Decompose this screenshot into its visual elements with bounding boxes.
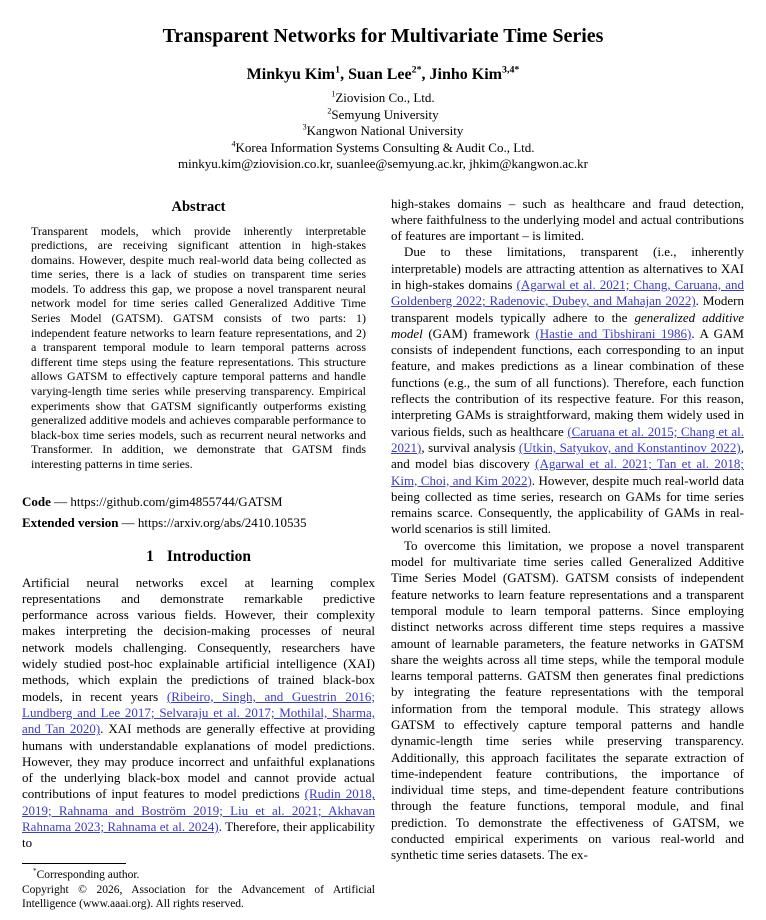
copyright-note: Copyright © 2026, Association for the Advancement of Artificial Intelligence (www.aaai.org). All rights reserved. [22, 883, 375, 910]
text-run: Korea Information Systems Consulting & Audit Co., Ltd. [235, 139, 535, 155]
affiliation-line [22, 123, 744, 140]
authors-line [22, 65, 744, 85]
text-run: — [50, 493, 71, 509]
emails-line: minkyu.kim@ziovision.co.kr, suanlee@semyung.ac.kr, jhkim@kangwon.ac.kr [178, 156, 588, 171]
code-line [22, 491, 375, 512]
affiliation-line [22, 107, 744, 124]
affiliation-line [22, 90, 744, 107]
bold-label: Extended version [22, 514, 119, 530]
footnote-rule [22, 863, 126, 864]
text-run: , and model bias discovery [391, 439, 744, 472]
corresponding-author-note [22, 868, 375, 883]
text-run: , survival analysis [421, 439, 519, 455]
paragraph-3: To overcome this limitation, we propose a novel transparent model for multivariate time series called Generalized Additive Time Series Model (GATSM). GATSM consists of independent feature networks to learn feature representations and a transparent temporal module to learn temporal patterns. Since employing distinct networks across different time steps requires a massive amount of learnable parameters, the feature networks in GATSM share the weights across all time steps, while the temporal module learns temporal patterns. GATSM then generates final predictions by integrating the feature representations with the temporal information from the temporal module. This strategy allows GATSM to effectively capture temporal patterns and handle dynamic-length time series while preserving transparency. Additionally, this approach facilitates the separate extraction of time-independent feature contributions, the importance of individual time steps, and time-dependent feature contributions through the feature functions, temporal module, and final prediction. To demonstrate the effectiveness of GATSM, we conducted empirical experiments on various real-world and synthetic time series datasets. The ex- [391, 537, 744, 863]
superscript: 3,4* [502, 64, 520, 76]
superscript: 2* [411, 64, 422, 76]
abstract-heading: Abstract [171, 198, 226, 215]
text-run: Introduction [166, 547, 251, 565]
italic-text: generalized additive model [391, 309, 744, 341]
text-run: Minkyu Kim [246, 66, 336, 83]
text-run: — [118, 514, 138, 530]
citation-link[interactable]: (Rudin 2018, 2019; Rahnama and Boström 2019; Liu et al. 2021; Akhavan Rahnama 2023; Rahnama et al. 2024) [22, 786, 375, 835]
paper-title: Transparent Networks for Multivariate Time Series [162, 25, 604, 47]
text-run: Artificial neural networks excel at learning complex representations and demonstrate remarkable predictive performance across various fields. However, their complexity makes interpreting the decision-making processes of neural network models challenging. Consequently, researchers have widely studied post-hoc explainable artificial intelligence (XAI) methods, which explain the predictions of trained black-box models, in recent years [22, 574, 375, 704]
two-column-body [22, 196, 744, 920]
text-run: , Suan Lee [340, 66, 412, 83]
text-run: . However, despite much real-world data being collected as time series, research on GAMs for time series remains scarce. Consequently, the applicability of GAMs in real-world scenarios is still limited. [391, 472, 744, 537]
superscript: 2 [327, 106, 332, 116]
left-column [22, 196, 375, 920]
text-run: . A GAM consists of independent functions, each corresponding to an input feature, and makes predictions as a linear combination of these functions (e.g., the sum of all functions). Therefore, each function reflects the contribution of its respective feature. For this reason, interpreting GAMs is straightforward, making them widely used in various fields, such as healthcare [391, 325, 744, 439]
superscript: 1 [331, 89, 336, 99]
affiliation-line [22, 140, 744, 157]
citation-link[interactable]: (Hastie and Tibshirani 1986) [535, 325, 692, 341]
affiliations-block [22, 90, 744, 173]
text-run: . XAI methods are generally effective at providing humans with understandable explanations of model predictions. However, they may produce incorrect and unfaithful explanations of the underlying black-box model and cannot provide actual contributions of input features to model predictions [22, 721, 375, 802]
section-number: 1 [146, 547, 154, 565]
text-run: Semyung University [331, 106, 439, 122]
superscript: 1 [335, 64, 341, 76]
citation-link[interactable]: (Ribeiro, Singh, and Guestrin 2016; Lundberg and Lee 2017; Selvaraju et al. 2017; Mothilal, Sharma, and Tan 2020) [22, 688, 375, 737]
citation-link[interactable]: (Caruana et al. 2015; Chang et al. 2021) [391, 423, 744, 455]
extended-version-line [22, 512, 375, 533]
resource-links-block [22, 491, 375, 533]
superscript: 4 [231, 139, 236, 149]
citation-link[interactable]: (Agarwal et al. 2021; Tan et al. 2018; Kim, Choi, and Kim 2022) [391, 456, 745, 488]
citation-link[interactable]: (Utkin, Satyukov, and Konstantinov 2022) [518, 439, 741, 455]
text-run: Corresponding author. [36, 869, 140, 881]
footnote-block [22, 863, 375, 920]
continuation-paragraph: high-stakes domains – such as healthcare and fraud detection, where faithfulness to the underlying model and actual contributions of features are important – is limited. [391, 195, 744, 244]
superscript: 3 [302, 122, 307, 132]
section-1-heading [22, 548, 375, 566]
intro-paragraph-1 [22, 575, 375, 852]
text-run: (GAM) framework [422, 325, 536, 341]
text-run: Due to these limitations, transparent (i.e., inherently interpretable) models are attracting attention as alternatives to XAI in high-stakes domains [391, 244, 744, 292]
paragraph-2 [391, 244, 744, 537]
text-run: , Jinho Kim [421, 66, 503, 83]
bold-label: Code [22, 493, 51, 509]
text-run: Kangwon National University [306, 123, 464, 138]
text-run: Ziovision Co., Ltd. [335, 90, 435, 105]
citation-link[interactable]: (Agarwal et al. 2021; Chang, Caruana, and Goldenberg 2022; Radenovic, Dubey, and Mahajan 2022) [391, 276, 744, 309]
superscript: * [33, 867, 37, 876]
text-run: . Therefore, their applicability to [22, 819, 375, 851]
url-link[interactable]: https://arxiv.org/abs/2410.10535 [137, 514, 307, 530]
abstract-text: Transparent models, which provide inherently interpretable predictions, are receiving significant attention in high-stakes domains. However, despite much real-world data being collected as time series, there is a lack of studies on transparent time series models. To address this gap, we propose a novel transparent neural network model for time series called Generalized Additive Time Series Model (GATSM). GATSM consists of two parts: 1) independent feature networks to learn feature representations, and 2) a transparent temporal module to learn temporal patterns across different time steps using the feature representations. This structure allows GATSM to effectively capture temporal patterns and handle varying-length time series while preserving transparency. Empirical experiments show that GATSM significantly outperforms existing generalized additive models and achieves comparable performance to black-box time series models, such as recurrent neural networks and Transformer. In addition, we demonstrate that GATSM finds interesting patterns in time series. [31, 223, 366, 471]
text-run: . Modern transparent models typically adhere to the [391, 293, 744, 325]
right-column [391, 196, 744, 920]
url-link[interactable]: https://github.com/gim4855744/GATSM [70, 493, 283, 509]
